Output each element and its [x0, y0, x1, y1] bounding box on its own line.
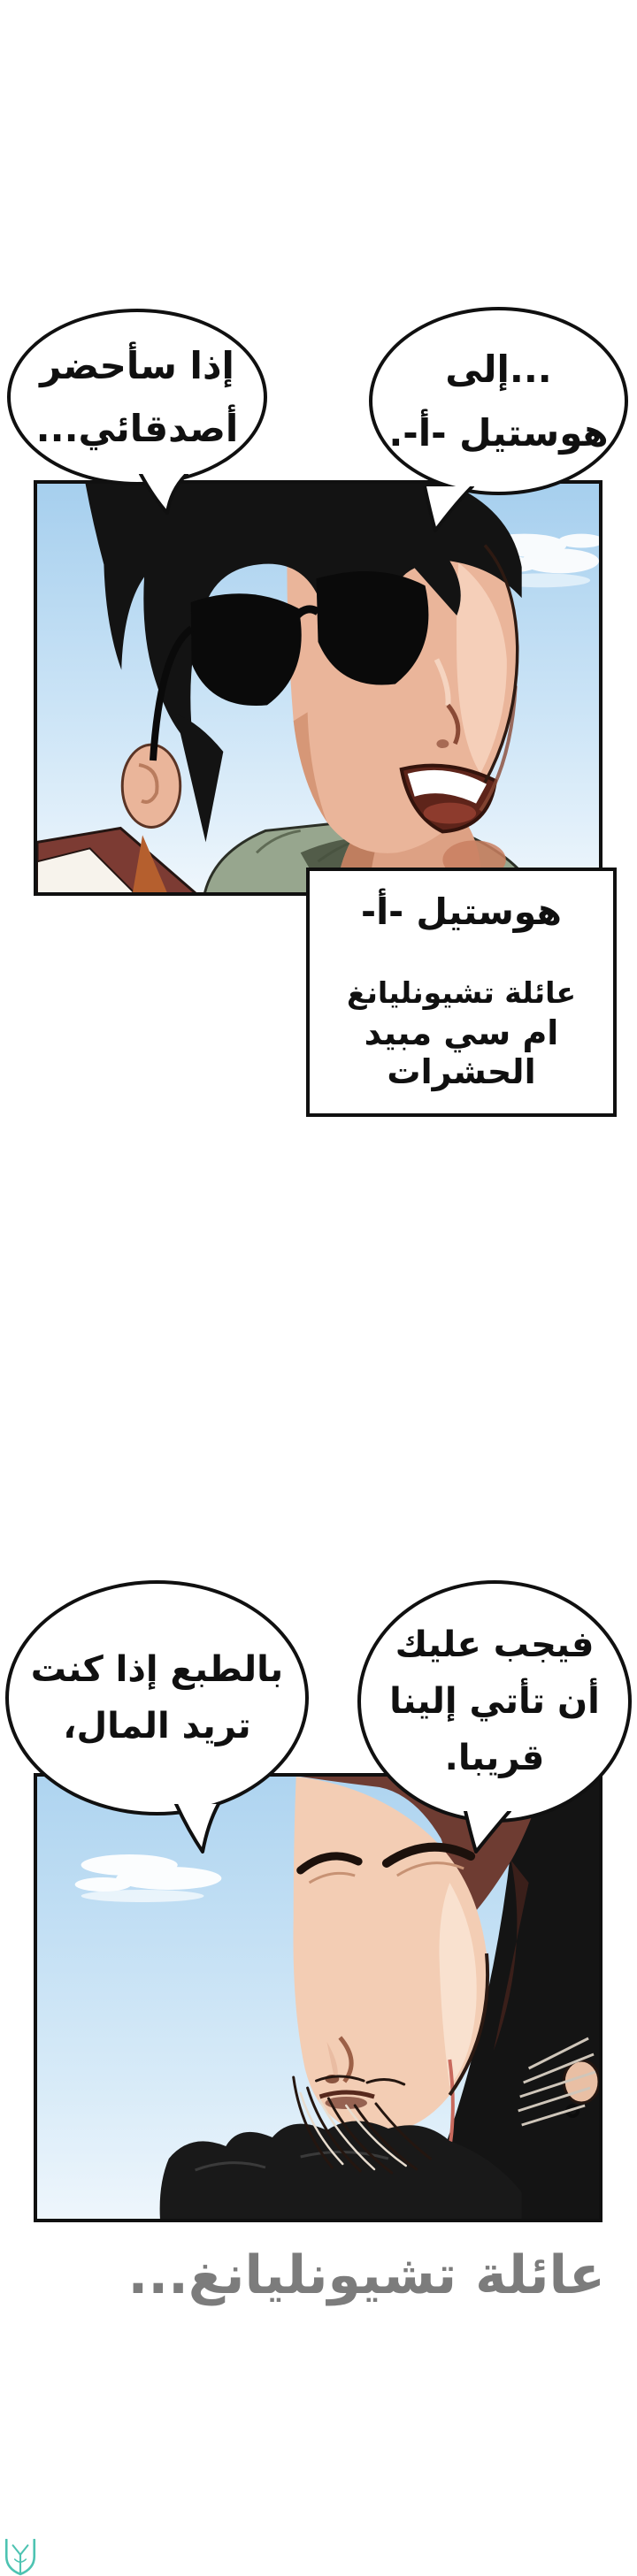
bubble-text-line: تريد المال، — [63, 1706, 251, 1747]
caption-box — [306, 868, 617, 1117]
bubble-text-line: أن تأتي إلينا — [389, 1681, 600, 1722]
caption-subtitle: عائلة تشيونليانغ — [346, 975, 577, 1010]
speech-bubble-2-left — [5, 1580, 309, 1815]
bubble-tail — [137, 474, 190, 515]
site-logo-icon — [3, 2539, 38, 2576]
caption-title: هوستيل -أ- — [361, 891, 562, 933]
bubble-tail — [419, 486, 476, 532]
bubble-tail — [173, 1804, 222, 1854]
comic-panel-2 — [34, 1773, 602, 2222]
bubble-text-line: قريبا. — [444, 1738, 545, 1778]
speech-bubble-1-right — [369, 307, 628, 495]
narration-text: عائلة تشيونليانغ... — [127, 2244, 605, 2306]
speech-bubble-1-left — [7, 309, 267, 485]
panel-1-artwork — [37, 484, 599, 892]
bubble-text-line: بالطبع إذا كنت — [30, 1649, 284, 1690]
bubble-tail — [458, 1811, 515, 1855]
bubble-text-line: فيجب عليك — [395, 1624, 595, 1665]
comic-panel-1 — [34, 480, 602, 896]
bubble-text-line: إذا سأحضر — [40, 343, 234, 387]
caption-subtitle-2: ام سي مبيد الحشرات — [364, 1013, 559, 1091]
speech-bubble-2-right — [357, 1580, 632, 1823]
bubble-text-line: ...إلى — [445, 348, 552, 392]
bubble-text-line: أصدقائي... — [35, 407, 239, 450]
bubble-text-line: هوستيل -أ-. — [388, 410, 609, 455]
